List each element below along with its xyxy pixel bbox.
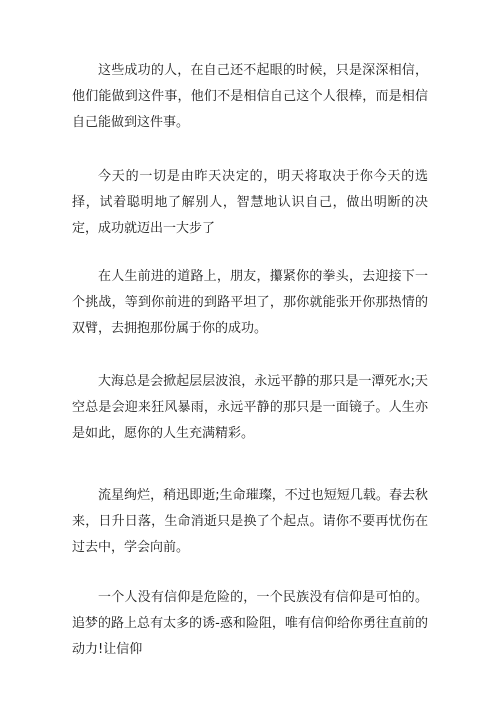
paragraph-meteor: 流星绚烂，稍迅即逝;生命璀璨，不过也短短几载。春去秋来，日升日落，生命消逝只是换了个起点。请你不要再忧伤在过去中，学会向前。 <box>72 488 428 555</box>
paragraph-success-belief: 这些成功的人，在自己还不起眼的时候，只是深深相信，他们能做到这件事，他们不是相信自己这个人很棒，而是相信自己能做到这件事。 <box>72 63 428 130</box>
paragraph-faith: 一个人没有信仰是危险的，一个民族没有信仰是可怕的。追梦的路上总有太多的诱-惑和险阻，唯有信仰给你勇往直前的动力!让信仰 <box>72 590 428 657</box>
paragraph-sea-waves: 大海总是会掀起层层波浪，永远平静的那只是一潭死水;天空总是会迎来狂风暴雨，永远平静的那只是一面镜子。人生亦是如此，愿你的人生充满精彩。 <box>72 374 428 441</box>
paragraph-life-road: 在人生前进的道路上，朋友，攥紧你的拳头，去迎接下一个挑战，等到你前进的到路平坦了，那你就能张开你那热情的双臂，去拥抱那份属于你的成功。 <box>72 269 428 336</box>
paragraph-today-choices: 今天的一切是由昨天决定的，明天将取决于你今天的选择，试着聪明地了解别人，智慧地认识自己，做出明断的决定，成功就迈出一大步了 <box>72 169 428 236</box>
